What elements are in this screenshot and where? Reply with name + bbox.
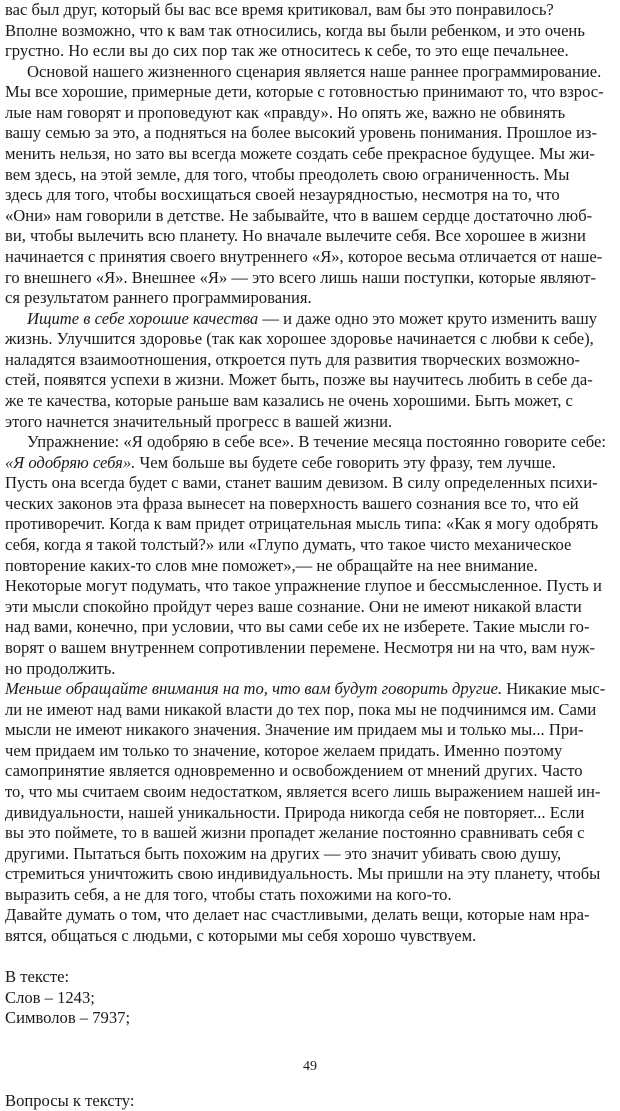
text-line: чем придаем им только то значение, которое желаем придать. Именно поэтому	[5, 740, 563, 760]
text-line: но продолжить.	[5, 658, 116, 678]
text-line: выразить себя, а не для того, чтобы стать похожими на кого-то.	[5, 884, 452, 904]
text-line: Давайте думать о том, что делает нас счастливыми, делать вещи, которые нам нра-	[5, 905, 590, 925]
text-line: Мы все хорошие, примерные дети, которые с готовностью принимают то, что взрос-	[5, 82, 604, 102]
page-number: 49	[303, 1059, 317, 1074]
text-line: вы это поймете, то в вашей жизни пропадет желание постоянно сравнивать себя с	[5, 823, 585, 843]
char-count: Символов – 7937;	[5, 1008, 131, 1028]
text-line: Вполне возможно, что к вам так относились, когда вы были ребенком, и это очень	[5, 20, 585, 40]
text-line: ся результатом раннего программирования.	[5, 288, 312, 308]
questions-heading: Вопросы к тексту:	[5, 1090, 135, 1110]
text-line: наладятся взаимоотношения, откроется путь для развития творческих возможно-	[5, 349, 581, 369]
text-line: самопринятие является одновременно и освобождением от мнений других. Часто	[5, 761, 583, 781]
text-line: начинается с принятия своего внутреннего «Я», которое весьма отличается от наше-	[5, 246, 603, 266]
text-line: другими. Пытаться быть похожим на других — это значит убивать свою душу,	[5, 843, 562, 863]
text-run: Чем больше вы будете себе говорить эту фразу, тем лучше.	[139, 452, 556, 472]
text-line: го внешнего «Я». Внешнее «Я» — это всего лишь наши поступки, которые являют-	[5, 267, 597, 287]
text-line: повторение каких-то слов мне поможет»,— не обращайте на нее внимание.	[5, 555, 538, 575]
text-line: ворят о вашем внутреннем сопротивлении перемене. Несмотря ни на что, вам нуж-	[5, 637, 595, 657]
text-line: над вами, конечно, при условии, что вы сами себе их не изберете. Такие мысли го-	[5, 617, 590, 637]
text-line: лые нам говорят и проповедуют как «правду». Но опять же, важно не обвинять	[5, 102, 566, 122]
text-line: менить нельзя, но зато вы всегда можете создать себе прекрасное будущее. Мы жи-	[5, 144, 595, 164]
text-run: Никакие мыс-	[506, 679, 606, 699]
stats-heading: В тексте:	[5, 967, 70, 987]
text-line: ческих законов эта фраза вынесет на поверхность вашего сознания все то, что ей	[5, 493, 579, 513]
text-line: грустно. Но если вы до сих пор так же относитесь к себе, то это еще печальнее.	[5, 41, 569, 61]
blank-line	[5, 947, 617, 968]
text-line: Основой нашего жизненного сценария является наше раннее программирование.	[27, 61, 602, 81]
text-line: стей, появятся успехи в жизни. Может быть, позже вы научитесь любить в себе да-	[5, 370, 593, 390]
text-line: ли не имеют над вами никакой власти до тех пор, пока мы не подчинимся им. Сами	[5, 699, 597, 719]
text-line: «Они» нам говорили в детстве. Не забывайте, что в вашем сердце достаточно люб-	[5, 205, 593, 225]
text-line: здесь для того, чтобы восхищаться своей незаурядностью, несмотря на то, что	[5, 185, 560, 205]
italic-phrase: Меньше обращайте внимания на то, что вам будут говорить другие.	[5, 679, 503, 699]
word-count: Слов – 1243;	[5, 987, 95, 1007]
text-line: Упражнение: «Я одобряю в себе все». В течение месяца постоянно говорите себе:	[27, 432, 606, 452]
text-line: Некоторые могут подумать, что такое упражнение глупое и бессмысленное. Пусть и	[5, 576, 602, 596]
text-line: себя, когда я такой толстый?» или «Глупо думать, что такое чисто механическое	[5, 535, 572, 555]
text-line	[5, 679, 617, 700]
text-line: ви, чтобы вылечить всю планету. Но вначале вылечите себя. Все хорошее в жизни	[5, 226, 586, 246]
text-line: этого начнется значительный прогресс в вашей жизни.	[5, 411, 393, 431]
text-line	[5, 309, 617, 330]
text-line: эти мысли спокойно пройдут через ваше сознание. Они не имеют никакой власти	[5, 596, 582, 616]
text-line: вас был друг, который бы вас все время критиковал, вам бы это понравилось?	[5, 0, 554, 19]
text-run: — и даже одно это может круто изменить вашу	[262, 308, 598, 328]
text-line: противоречит. Когда к вам придет отрицательная мысль типа: «Как я могу одобрять	[5, 514, 599, 534]
italic-phrase: «Я одобряю себя».	[5, 452, 136, 472]
text-line	[5, 453, 617, 474]
text-line: же те качества, которые раньше вам казались не очень хорошими. Быть может, с	[5, 390, 573, 410]
text-line: стремиться уничтожить свою индивидуальность. Мы пришли на эту планету, чтобы	[5, 864, 601, 884]
text-line: мысли не имеют никакого значения. Значение им придаем мы и только мы... При-	[5, 720, 584, 740]
text-line: вем здесь, на этой земле, для того, чтобы преодолеть свою ограниченность. Мы	[5, 164, 570, 184]
body-text	[5, 0, 617, 1111]
text-line: дивидуальности, нашей уникальности. Природа никогда себя не повторяет... Если	[5, 802, 585, 822]
text-line: Пусть она всегда будет с вами, станет вашим девизом. В силу определенных психи-	[5, 473, 598, 493]
italic-phrase: Ищите в себе хорошие качества	[27, 308, 259, 328]
text-line: то, что мы считаем своим недостатком, является всего лишь выражением нашей ин-	[5, 781, 601, 801]
text-line: вятся, общаться с людьми, с которыми мы себя хорошо чувствуем.	[5, 926, 477, 946]
text-line: вашу семью за это, а подняться на более высокий уровень понимания. Прошлое из-	[5, 123, 597, 143]
text-line: жизнь. Улучшится здоровье (так как хорошее здоровье начинается с любви к себе),	[5, 329, 594, 349]
